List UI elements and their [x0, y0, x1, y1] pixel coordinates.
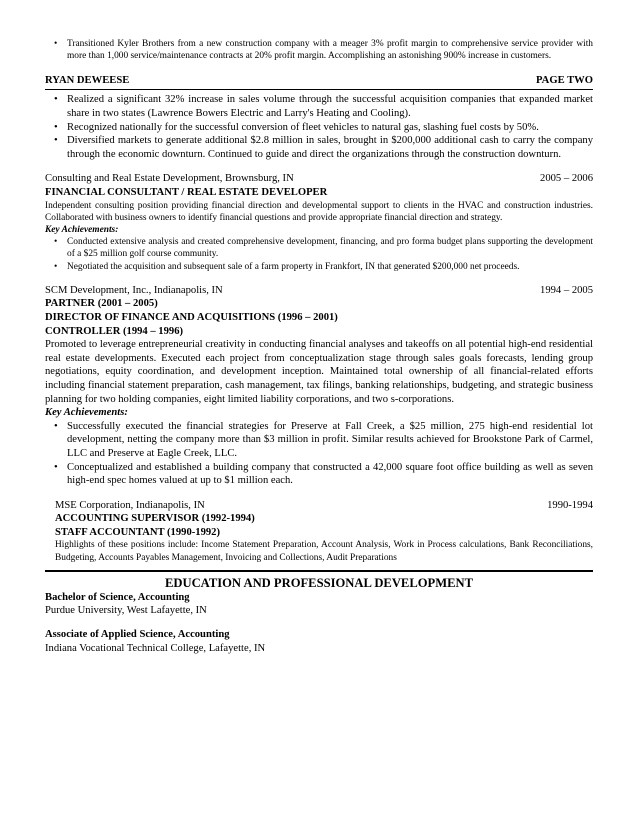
job-description: Promoted to leverage entrepreneurial creativity in conducting financial analyses and takeoffs on all potential high-end residential real estate developments. Executed each project from conceptualization stage through sales goals forecasts, lending group negotiations, equity coordination, and development inception. Maintained total ownership of all financial-related efforts including financial statement preparation, cash management, tax filings, banking relationships, budgeting, and strategic business planning for two holding companies, eight limited liability corporations, and two s-corporations.	[45, 339, 593, 405]
job-title: DIRECTOR OF FINANCE AND ACQUISITIONS (1996 – 2001)	[45, 311, 338, 323]
school-name: Purdue University, West Lafayette, IN	[45, 605, 207, 617]
job-company-row	[55, 499, 593, 513]
job-mse	[45, 499, 593, 564]
job-title: STAFF ACCOUNTANT (1990-1992)	[55, 526, 220, 538]
top-bullet-list	[45, 38, 593, 62]
education-section	[45, 575, 593, 655]
degree-name: Associate of Applied Science, Accounting	[45, 629, 230, 641]
job-description: Highlights of these positions include: Income Statement Preparation, Account Analysis, Work in Process calculations, Bank Reconciliations, Budgeting, Accounts Payables Management, Invoicing and Collections, Audit Preparations	[55, 540, 593, 563]
list-item: • Successfully executed the financial strategies for Preserve at Fall Creek, a $25 million, 275 high-end residential lot development, netting the company more than $3 million in profit. Similar results achieved for Brookstone Park of Carmel, LLC and Preserve at Eagle Creek, LLC.	[45, 420, 593, 461]
job-dates: 1990-1994	[547, 499, 593, 511]
job-company: MSE Corporation, Indianapolis, IN	[55, 499, 205, 511]
section-title: EDUCATION AND PROFESSIONAL DEVELOPMENT	[164, 575, 473, 590]
job-title: CONTROLLER (1994 – 1996)	[45, 325, 184, 337]
list-item: • Diversified markets to generate additional $2.8 million in sales, brought in $200,000 additional cash to carry the company through the economic downturn. Continued to guide and direct the organizations through the construction downturn.	[45, 134, 593, 161]
job-company-row	[45, 284, 593, 298]
key-achievements-label: Key Achievements:	[45, 224, 119, 235]
job-company-row	[45, 172, 593, 186]
list-item: • Realized a significant 32% increase in sales volume through the successful acquisition companies that expanded market share in two states (Lawrence Bowers Electric and Larry's Heating and Cooling).	[45, 93, 593, 120]
achievement-list	[45, 236, 593, 273]
list-item: • Transitioned Kyler Brothers from a new construction company with a meager 3% profit margin to comprehensive service provider with more than 1,000 service/maintenance contracts at 20% profit margin. Accomplishing an astonishing 900% increase in customers.	[45, 38, 593, 62]
continued-bullet-list	[45, 93, 593, 161]
key-achievements-label: Key Achievements:	[45, 407, 128, 419]
section-divider	[45, 570, 593, 572]
job-title: PARTNER (2001 – 2005)	[45, 298, 158, 310]
header-page-number: PAGE TWO	[536, 75, 593, 87]
header-name: RYAN DEWEESE	[45, 75, 130, 87]
job-description: Independent consulting position providing financial direction and developmental support to clients in the HVAC and construction industries. Collaborated with business owners to identify financial questions and provide appropriate financial direction and strategy.	[45, 200, 593, 223]
list-item: • Conducted extensive analysis and created comprehensive development, financing, and pro forma budget plans supporting the development of a $25 million golf course community.	[45, 236, 593, 260]
job-consulting	[45, 172, 593, 272]
achievement-list	[45, 420, 593, 488]
job-title: ACCOUNTING SUPERVISOR (1992-1994)	[55, 513, 255, 525]
degree-name: Bachelor of Science, Accounting	[45, 591, 190, 603]
list-item: • Recognized nationally for the successful conversion of fleet vehicles to natural gas, slashing fuel costs by 50%.	[45, 121, 593, 135]
job-company: SCM Development, Inc., Indianapolis, IN	[45, 284, 223, 296]
job-company: Consulting and Real Estate Development, Brownsburg, IN	[45, 173, 294, 185]
job-title: FINANCIAL CONSULTANT / REAL ESTATE DEVELOPER	[45, 186, 328, 198]
list-item: • Negotiated the acquisition and subsequent sale of a farm property in Frankfort, IN that generated $200,000 net proceeds.	[45, 261, 593, 273]
job-dates: 2005 – 2006	[540, 173, 593, 185]
page-header	[45, 74, 593, 90]
job-dates: 1994 – 2005	[540, 284, 593, 296]
list-item: • Conceptualized and established a building company that constructed a 42,000 square foot office building as well as seven high-end spec homes valued at up to $1 million each.	[45, 461, 593, 488]
school-name: Indiana Vocational Technical College, Lafayette, IN	[45, 642, 266, 654]
job-scm	[45, 284, 593, 488]
